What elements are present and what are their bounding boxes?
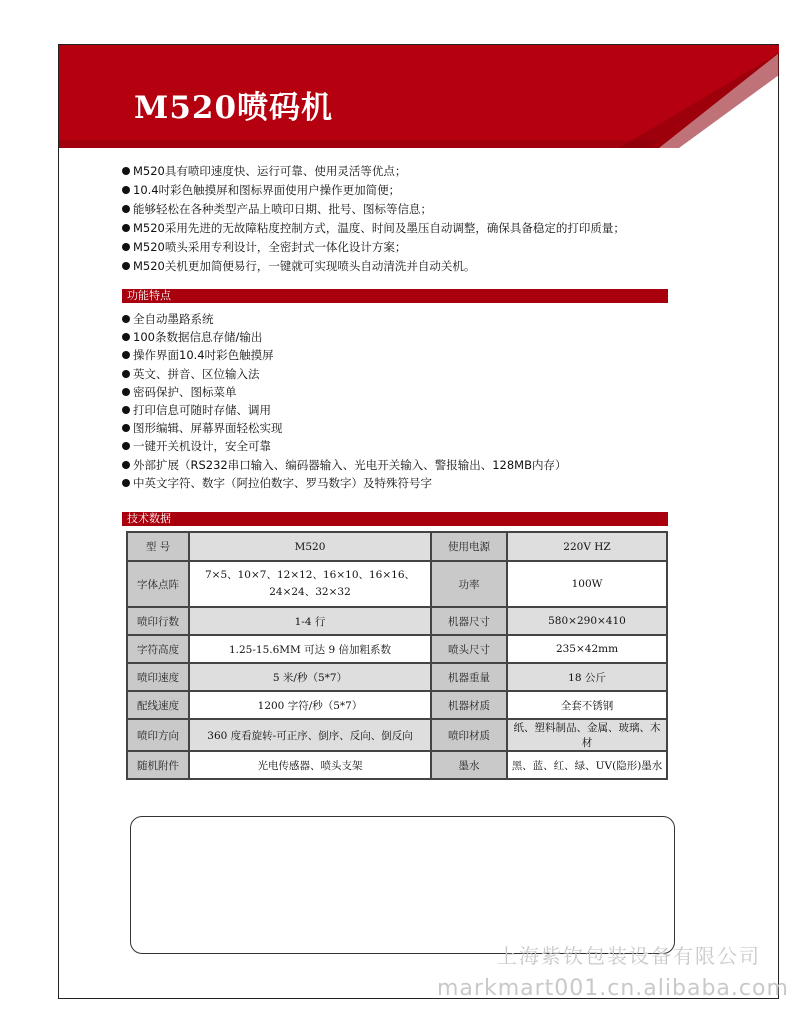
bullet-icon [122,224,130,232]
spec-value: 1-4 行 [189,607,431,635]
bullet-icon [122,186,130,194]
feature-item: 全自动墨路系统 [122,310,682,328]
bullet-icon [122,315,130,323]
spec-table [126,531,668,780]
bullet-icon [122,442,130,450]
table-row [127,691,667,719]
bullet-icon [122,333,130,341]
spec-label: 喷头尺寸 [431,635,507,663]
spec-label: 机器材质 [431,691,507,719]
spec-label: 墨水 [431,751,507,779]
intro-item: M520关机更加简便易行，一键就可实现喷头自动清洗并自动关机。 [122,257,682,276]
bullet-icon [122,243,130,251]
empty-rounded-box [130,816,675,954]
spec-label: 型 号 [127,532,189,561]
spec-label: 喷印材质 [431,719,507,751]
spec-value: 光电传感器、喷头支架 [189,751,431,779]
spec-label: 喷印速度 [127,663,189,691]
spec-label: 字体点阵 [127,561,189,607]
spec-label: 使用电源 [431,532,507,561]
bullet-icon [122,406,130,414]
spec-value: 18 公斤 [507,663,667,691]
spec-value: 1.25-15.6MM 可达 9 倍加粗系数 [189,635,431,663]
spec-label: 随机附件 [127,751,189,779]
spec-label: 喷印行数 [127,607,189,635]
bullet-icon [122,167,130,175]
spec-value: 纸、塑料制品、金属、玻璃、木材 [507,719,667,751]
spec-value: 235×42mm [507,635,667,663]
spec-value: 1200 字符/秒（5*7） [189,691,431,719]
table-row [127,719,667,751]
intro-item: M520采用先进的无故障粘度控制方式，温度、时间及墨压自动调整，确保具备稳定的打印质量； [122,219,682,238]
spec-label: 配线速度 [127,691,189,719]
table-row [127,607,667,635]
spec-value: M520 [189,532,431,561]
bullet-icon [122,461,130,469]
feature-item: 操作界面10.4吋彩色触摸屏 [122,346,682,364]
spec-value: 100W [507,561,667,607]
feature-item: 100条数据信息存储/输出 [122,328,682,346]
spec-value: 360 度看旋转-可正序、倒序、反向、倒反向 [189,719,431,751]
feature-item: 密码保护、图标菜单 [122,383,682,401]
intro-item: 10.4吋彩色触摸屏和图标界面使用户操作更加简便； [122,181,682,200]
feature-item: 英文、拼音、区位输入法 [122,365,682,383]
bullet-icon [122,262,130,270]
intro-list [122,162,682,276]
intro-item: M520喷头采用专利设计，全密封式一体化设计方案； [122,238,682,257]
table-row [127,532,667,561]
intro-item: 能够轻松在各种类型产品上喷印日期、批号、图标等信息； [122,200,682,219]
feature-item: 图形编辑、屏幕界面轻松实现 [122,419,682,437]
spec-label: 字符高度 [127,635,189,663]
intro-item: M520具有喷印速度快、运行可靠、使用灵活等优点； [122,162,682,181]
feature-item: 打印信息可随时存储、调用 [122,401,682,419]
table-row [127,635,667,663]
spec-value: 黑、蓝、红、绿、UV(隐形)墨水 [507,751,667,779]
spec-value: 220V HZ [507,532,667,561]
watermark-company: 上海紫钦包装设备有限公司 [497,944,761,968]
page-title: M520喷码机 [134,90,334,126]
spec-value: 580×290×410 [507,607,667,635]
feature-item: 一键开关机设计，安全可靠 [122,437,682,455]
spec-label: 喷印方向 [127,719,189,751]
bullet-icon [122,351,130,359]
spec-value: 全套不锈钢 [507,691,667,719]
bullet-icon [122,205,130,213]
spec-label: 机器重量 [431,663,507,691]
features-list [122,310,682,492]
spec-label: 功率 [431,561,507,607]
spec-value: 5 米/秒（5*7） [189,663,431,691]
bullet-icon [122,479,130,487]
table-row [127,663,667,691]
specs-heading: 技术数据 [122,512,668,526]
table-row [127,751,667,779]
feature-item: 中英文字符、数字（阿拉伯数字、罗马数字）及特殊符号字 [122,474,682,492]
bullet-icon [122,388,130,396]
spec-value: 7×5、10×7、12×12、16×10、16×16、24×24、32×32 [189,561,431,607]
spec-label: 机器尺寸 [431,607,507,635]
table-row [127,561,667,607]
watermark-url: markmart001.cn.alibaba.com [437,976,789,1001]
bullet-icon [122,424,130,432]
bullet-icon [122,370,130,378]
feature-item: 外部扩展（RS232串口输入、编码器输入、光电开关输入、警报输出、128MB内存） [122,456,682,474]
features-heading: 功能特点 [122,289,668,303]
